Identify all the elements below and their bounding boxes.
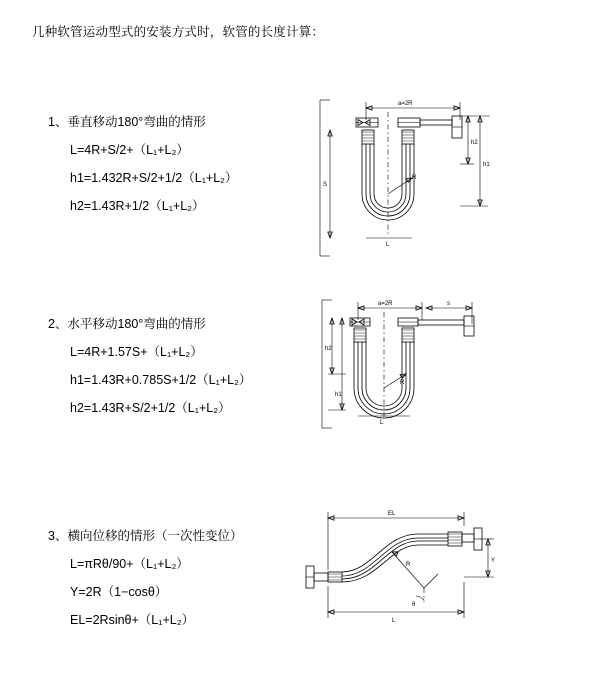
section-horizontal-180 — [0, 288, 600, 468]
lateral-displacement-diagram — [288, 500, 498, 630]
svg-text:s: s — [447, 301, 450, 307]
svg-text:R: R — [406, 562, 411, 568]
svg-text:R: R — [412, 175, 417, 181]
section-1-heading: 1、垂直移动180°弯曲的情形 — [48, 115, 206, 129]
section-1-text — [48, 112, 298, 224]
svg-text:h2: h2 — [471, 140, 478, 146]
section-3-formula-2: Y=2R（1−cosθ） — [70, 585, 168, 599]
section-3-formula-1: L=πRθ/90+（L₁+L₂） — [70, 557, 189, 571]
svg-text:h1: h1 — [483, 162, 490, 168]
svg-text:h1: h1 — [335, 392, 342, 398]
section-2-formula-3: h2=1.43R+S/2+1/2（L₁+L₂） — [70, 401, 231, 415]
section-1-formula-1: L=4R+S/2+（L₁+L₂） — [70, 143, 189, 157]
vertical-180-bend-diagram — [300, 86, 500, 271]
svg-text:a=2R: a=2R — [398, 101, 413, 107]
svg-text:Y: Y — [491, 558, 496, 564]
section-2-formula-1: L=4R+1.57S+（L₁+L₂） — [70, 345, 203, 359]
section-3-formula-3: EL=2Rsinθ+（L₁+L₂） — [70, 613, 195, 627]
section-2-formula-2: h1=1.43R+0.785S+1/2（L₁+L₂） — [70, 373, 252, 387]
section-lateral-displacement — [0, 500, 600, 650]
svg-text:a=2R: a=2R — [378, 301, 393, 307]
svg-text:EL: EL — [388, 511, 396, 517]
section-1-formula-2: h1=1.432R+S/2+1/2（L₁+L₂） — [70, 171, 238, 185]
section-3-text — [48, 526, 298, 638]
horizontal-180-bend-diagram — [300, 288, 500, 463]
section-3-heading: 3、横向位移的情形（一次性变位） — [48, 529, 243, 543]
section-2-heading: 2、水平移动180°弯曲的情形 — [48, 317, 206, 331]
svg-text:L: L — [392, 618, 396, 624]
page-title: 几种软管运动型式的安装方式时，软管的长度计算： — [32, 25, 325, 39]
svg-text:θ: θ — [412, 602, 416, 608]
section-vertical-180 — [0, 86, 600, 266]
section-2-text — [48, 314, 298, 426]
svg-text:L: L — [386, 242, 390, 248]
svg-text:S: S — [323, 182, 328, 188]
section-1-formula-3: h2=1.43R+1/2（L₁+L₂） — [70, 199, 205, 213]
svg-text:L: L — [380, 420, 384, 426]
svg-text:R: R — [400, 380, 405, 386]
svg-text:h2: h2 — [325, 346, 332, 352]
